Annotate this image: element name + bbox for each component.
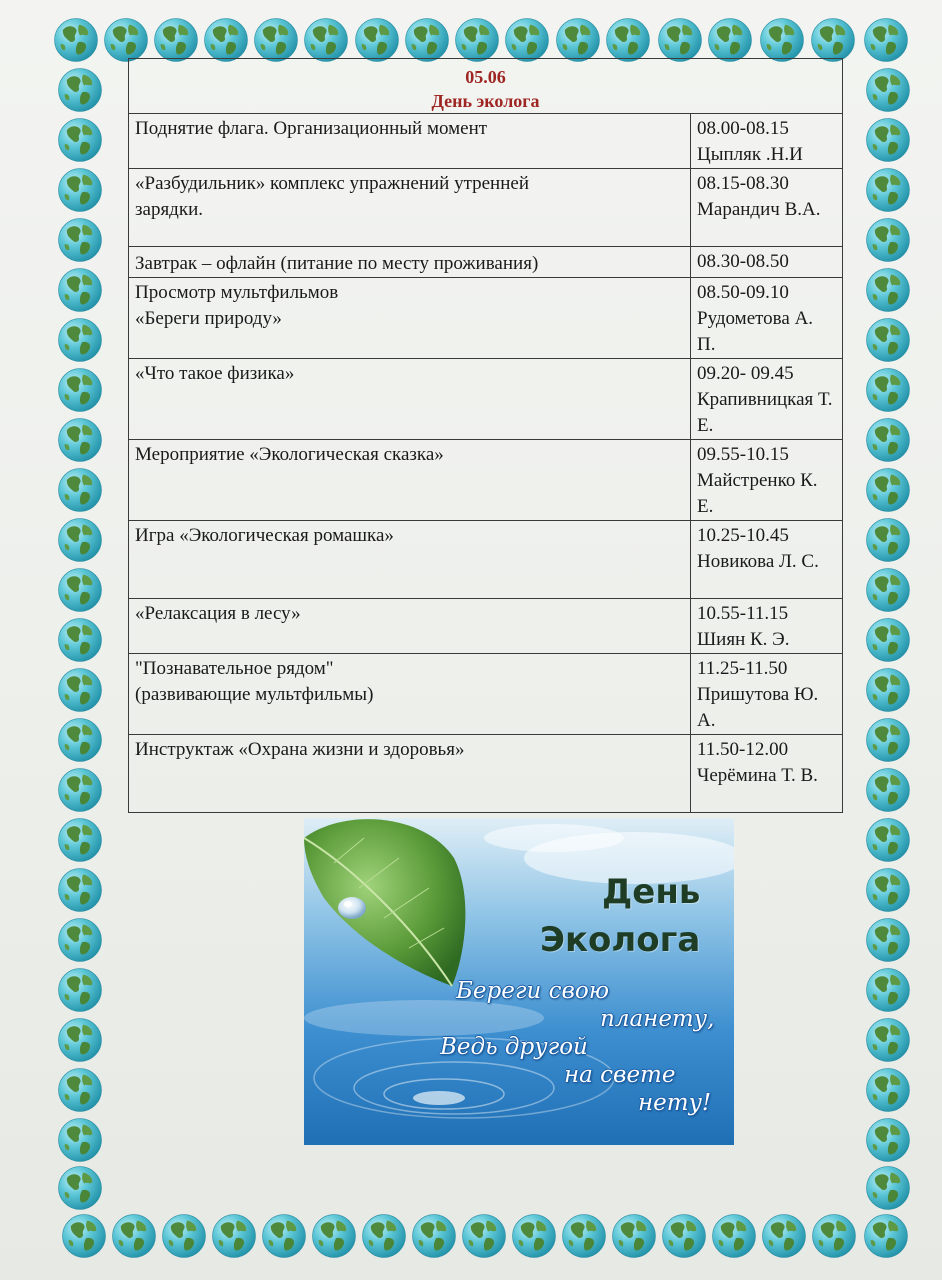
responsible-person: Крапивницкая Т. Е. [697, 389, 833, 436]
globe-icon [659, 19, 702, 62]
activity-cell [129, 440, 691, 521]
activity-cell [129, 114, 691, 169]
time-range: 11.25-11.50 [697, 658, 788, 679]
globe-icon [363, 1215, 406, 1258]
globe-icon [867, 669, 910, 712]
activity-cell [129, 359, 691, 440]
globe-icon [506, 19, 549, 62]
schedule-header-row [129, 59, 843, 114]
globe-icon [663, 1215, 706, 1258]
activity-text: Инструктаж «Охрана жизни и здоровья» [135, 739, 465, 760]
globe-icon [59, 769, 102, 812]
poster-slogan-line1: Береги свою [456, 978, 609, 1004]
globe-icon [59, 1019, 102, 1062]
time-person-cell [691, 654, 843, 735]
globe-icon [607, 19, 650, 62]
globe-icon [713, 1215, 756, 1258]
globe-icon [709, 19, 752, 62]
time-range: 09.55-10.15 [697, 444, 789, 465]
poster-slogan-line4: на свете [564, 1062, 676, 1088]
time-range: 09.20- 09.45 [697, 363, 794, 384]
activity-text: Мероприятие «Экологическая сказка» [135, 444, 444, 465]
activity-cell [129, 599, 691, 654]
globe-icon [113, 1215, 156, 1258]
responsible-person: Пришутова Ю. А. [697, 684, 819, 731]
activity-text: «Что такое физика» [135, 363, 295, 384]
responsible-person: Майстренко К. Е. [697, 470, 818, 517]
globe-icon [163, 1215, 206, 1258]
activity-text: (развивающие мультфильмы) [135, 684, 374, 705]
globe-icon [867, 869, 910, 912]
responsible-person: Цыпляк .Н.И [697, 144, 803, 165]
poster-slogan-line2: планету, [600, 1006, 715, 1032]
time-person-cell [691, 521, 843, 599]
globe-icon [213, 1215, 256, 1258]
globe-icon [63, 1215, 106, 1258]
globe-icon [813, 1215, 856, 1258]
globe-icon [867, 819, 910, 862]
globe-icon [59, 569, 102, 612]
activity-cell [129, 169, 691, 247]
globe-icon [867, 119, 910, 162]
schedule-row [129, 599, 843, 654]
globe-icon [867, 1167, 910, 1210]
globe-icon [59, 619, 102, 662]
globe-icon [867, 969, 910, 1012]
globe-icon [812, 19, 855, 62]
activity-cell [129, 278, 691, 359]
poster-title-line2: Эколога [540, 920, 701, 960]
globe-icon [59, 669, 102, 712]
time-person-cell [691, 278, 843, 359]
globe-icon [867, 369, 910, 412]
responsible-person: Рудометова А. П. [697, 308, 814, 355]
globe-icon [867, 769, 910, 812]
time-person-cell [691, 169, 843, 247]
schedule-row [129, 278, 843, 359]
globe-icon [59, 1167, 102, 1210]
globe-icon [867, 269, 910, 312]
globe-icon [59, 219, 102, 262]
globe-icon [867, 569, 910, 612]
poster-slogan-line3: Ведь другой [440, 1034, 588, 1060]
schedule-table [128, 58, 843, 813]
globe-icon [867, 319, 910, 362]
activity-text: Поднятие флага. Организационный момент [135, 118, 488, 139]
activity-text: зарядки. [135, 199, 203, 220]
globe-icon [613, 1215, 656, 1258]
responsible-person: Новикова Л. С. [697, 551, 819, 572]
globe-icon [867, 169, 910, 212]
globe-icon [867, 1019, 910, 1062]
schedule-row [129, 735, 843, 813]
responsible-person: Черёмина Т. В. [697, 765, 818, 786]
globe-icon [105, 19, 148, 62]
activity-text: "Познавательное рядом" [135, 658, 334, 679]
globe-icon [867, 419, 910, 462]
time-range: 08.30-08.50 [697, 251, 789, 272]
globe-icon [59, 869, 102, 912]
activity-text: Просмотр мультфильмов [135, 282, 339, 303]
poster-slogan-line5: нету! [638, 1090, 712, 1116]
activity-text: «Береги природу» [135, 308, 282, 329]
activity-text: «Релаксация в лесу» [135, 603, 301, 624]
globe-icon [456, 19, 499, 62]
responsible-person: Шиян К. Э. [697, 629, 790, 650]
schedule-row [129, 359, 843, 440]
time-range: 10.55-11.15 [697, 603, 789, 624]
globe-icon [59, 419, 102, 462]
schedule-date: 05.06 [465, 67, 506, 87]
globe-icon [59, 819, 102, 862]
activity-cell [129, 247, 691, 278]
globe-icon [463, 1215, 506, 1258]
globe-icon [761, 19, 804, 62]
activity-cell [129, 654, 691, 735]
globe-icon [313, 1215, 356, 1258]
schedule-header [129, 59, 843, 114]
globe-icon [865, 19, 908, 62]
schedule-row [129, 440, 843, 521]
time-range: 11.50-12.00 [697, 739, 789, 760]
globe-icon [155, 19, 198, 62]
time-person-cell [691, 440, 843, 521]
globe-icon [563, 1215, 606, 1258]
activity-text: «Разбудильник» комплекс упражнений утренней [135, 173, 529, 194]
globe-icon [205, 19, 248, 62]
time-range: 08.00-08.15 [697, 118, 789, 139]
globe-icon [55, 19, 98, 62]
schedule-row [129, 521, 843, 599]
globe-icon [865, 1215, 908, 1258]
globe-icon [867, 469, 910, 512]
globe-icon [305, 19, 348, 62]
globe-icon [867, 219, 910, 262]
time-person-cell [691, 599, 843, 654]
activity-text: Игра «Экологическая ромашка» [135, 525, 394, 546]
poster-title-line1: День [602, 872, 701, 912]
time-range: 10.25-10.45 [697, 525, 789, 546]
time-person-cell [691, 247, 843, 278]
globe-icon [59, 519, 102, 562]
globe-icon [59, 719, 102, 762]
globe-icon [59, 369, 102, 412]
schedule-row [129, 169, 843, 247]
schedule-row [129, 247, 843, 278]
globe-icon [557, 19, 600, 62]
globe-icon [413, 1215, 456, 1258]
schedule-title: День эколога [431, 91, 540, 111]
globe-icon [406, 19, 449, 62]
ecologist-day-poster [304, 818, 734, 1145]
globe-icon [867, 619, 910, 662]
globe-icon [513, 1215, 556, 1258]
globe-icon [59, 319, 102, 362]
globe-icon [59, 169, 102, 212]
globe-icon [356, 19, 399, 62]
globe-icon [867, 519, 910, 562]
globe-icon [867, 719, 910, 762]
globe-icon [59, 1069, 102, 1112]
time-person-cell [691, 735, 843, 813]
globe-icon [59, 969, 102, 1012]
globe-icon [867, 919, 910, 962]
globe-icon [255, 19, 298, 62]
time-person-cell [691, 114, 843, 169]
globe-icon [59, 919, 102, 962]
time-range: 08.50-09.10 [697, 282, 789, 303]
globe-icon [59, 1119, 102, 1162]
globe-icon [867, 1069, 910, 1112]
globe-icon [59, 269, 102, 312]
activity-cell [129, 735, 691, 813]
time-person-cell [691, 359, 843, 440]
responsible-person: Марандич В.А. [697, 199, 821, 220]
schedule-row [129, 654, 843, 735]
time-range: 08.15-08.30 [697, 173, 789, 194]
globe-icon [763, 1215, 806, 1258]
globe-icon [867, 69, 910, 112]
globe-icon [59, 469, 102, 512]
globe-icon [263, 1215, 306, 1258]
globe-icon [59, 69, 102, 112]
activity-cell [129, 521, 691, 599]
activity-text: Завтрак – офлайн (питание по месту проживания) [135, 253, 539, 274]
globe-icon [867, 1119, 910, 1162]
globe-icon [59, 119, 102, 162]
schedule-row [129, 114, 843, 169]
